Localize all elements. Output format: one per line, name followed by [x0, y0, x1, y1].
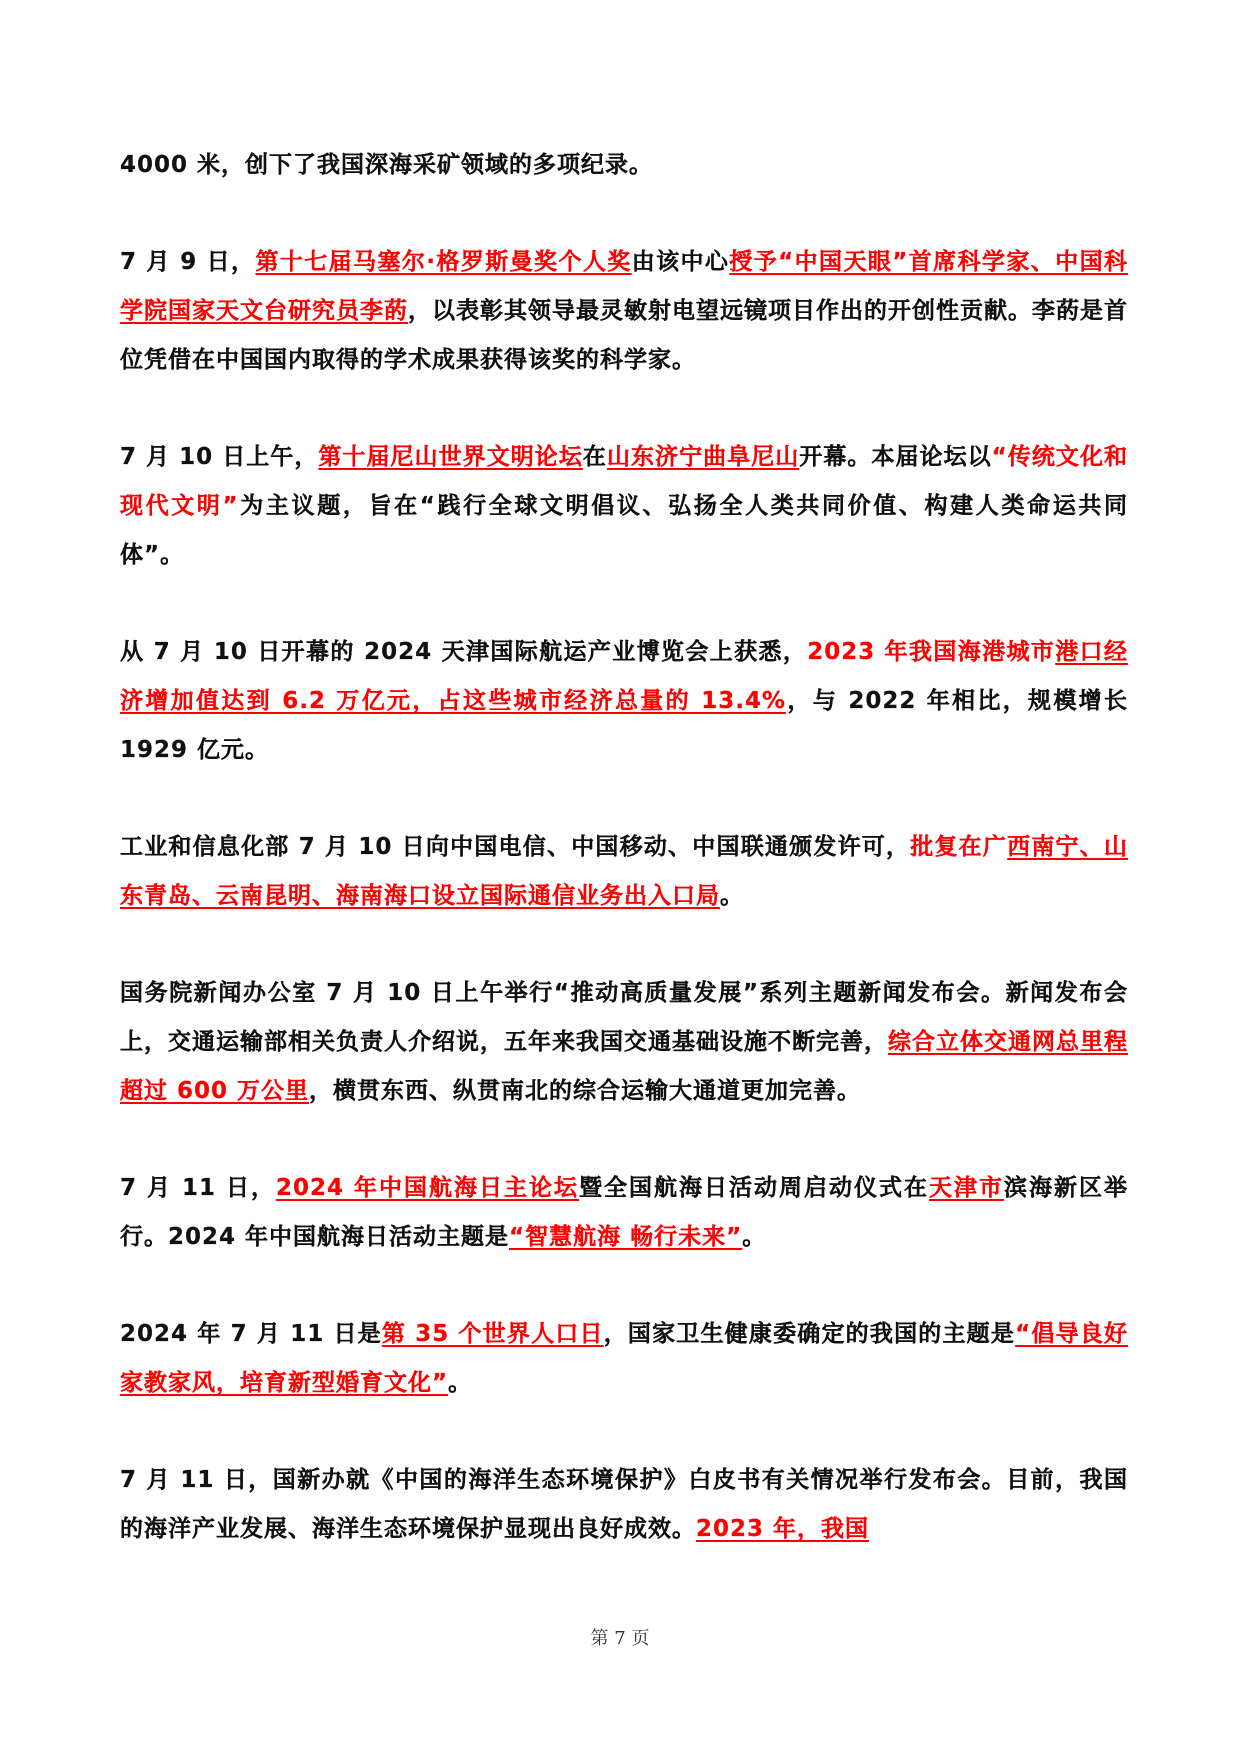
highlighted-underlined-text: 天津市 — [929, 1175, 1005, 1201]
body-text: 2024 年 7 月 11 日是 — [120, 1321, 382, 1347]
body-text: 工业和信息化部 7 月 10 日向中国电信、中国移动、中国联通颁发许可， — [120, 834, 911, 860]
highlighted-underlined-text: 西南宁、山东青岛、云南昆明、海南海口设立国际通信业务出入口局 — [120, 834, 1128, 909]
news-paragraph — [120, 1310, 1128, 1408]
news-paragraph — [120, 1164, 1128, 1262]
body-text: 7 月 11 日，国新办就《中国的海洋生态环境保护》白皮书有关情况举行发布会。目前，我国的海洋产业发展、海洋生态环境保护显现出良好成效。 — [120, 1467, 1128, 1542]
body-text: 。 — [448, 1370, 473, 1396]
highlighted-underlined-text: 综合立体交通网总里程超过 600 万公里 — [120, 1029, 1128, 1104]
body-text: 7 月 11 日， — [120, 1175, 277, 1201]
body-text: 7 月 9 日， — [120, 249, 256, 275]
news-paragraph — [120, 823, 1128, 921]
news-paragraph — [120, 141, 1128, 190]
body-text: 为主议题，旨在“践行全球文明倡议、弘扬全人类共同价值、构建人类命运共同体”。 — [120, 493, 1128, 568]
body-text: 。 — [720, 883, 744, 909]
body-text: 4000 米，创下了我国深海采矿领域的多项纪录。 — [120, 152, 654, 178]
body-text: 国务院新闻办公室 7 月 10 日上午举行“推动高质量发展”系列主题新闻发布会。新闻发布会上，交通运输部相关负责人介绍说，五年来我国交通基础设施不断完善， — [120, 980, 1128, 1055]
highlighted-underlined-text: 第十届尼山世界文明论坛 — [318, 444, 583, 470]
news-paragraph — [120, 238, 1128, 385]
body-text: 从 7 月 10 日开幕的 2024 天津国际航运产业博览会上获悉， — [120, 639, 808, 665]
body-text: 开幕。本届论坛以 — [799, 444, 992, 470]
highlighted-text: 批复在广 — [910, 834, 1008, 860]
body-text: ，横贯东西、纵贯南北的综合运输大通道更加完善。 — [309, 1078, 862, 1104]
highlighted-underlined-text: 港口经济增加值达到 6.2 万亿元，占这些城市经济总量的 13.4% — [120, 639, 1129, 714]
news-paragraph — [120, 969, 1128, 1116]
highlighted-text: 2023 年我国海港城市 — [807, 639, 1056, 665]
page-number: 第 7 页 — [590, 1628, 650, 1649]
document-body — [120, 141, 1128, 1602]
highlighted-underlined-text: “倡导良好家教家风，培育新型婚育文化” — [120, 1321, 1129, 1396]
body-text: 由该中心 — [631, 249, 730, 275]
highlighted-underlined-text: “智慧航海 畅行未来” — [509, 1224, 743, 1250]
body-text: 。 — [742, 1224, 767, 1250]
body-text: 7 月 10 日上午， — [120, 444, 319, 470]
body-text: ，以表彰其领导最灵敏射电望远镜项目作出的开创性贡献。李菂是首位凭借在中国国内取得的学术成果获得该奖的科学家。 — [120, 298, 1128, 373]
news-paragraph — [120, 1456, 1128, 1554]
highlighted-underlined-text: 第 35 个世界人口日 — [381, 1321, 604, 1347]
highlighted-underlined-text: 授予“中国天眼”首席科学家、中国科学院国家天文台研究员李菂 — [120, 249, 1129, 324]
highlighted-underlined-text: 2024 年中国航海日主论坛 — [276, 1175, 580, 1201]
news-paragraph — [120, 433, 1128, 580]
body-text: ，与 2022 年相比，规模增长 1929 亿元。 — [120, 688, 1129, 763]
highlighted-underlined-text: 第十七届马塞尔·格罗斯曼奖个人奖 — [255, 249, 632, 275]
highlighted-underlined-text: 山东济宁曲阜尼山 — [606, 444, 800, 470]
body-text: 在 — [582, 444, 607, 470]
body-text: 滨海新区举行。2024 年中国航海日活动主题是 — [120, 1175, 1129, 1250]
highlighted-underlined-text: 2023 年，我国 — [696, 1516, 870, 1542]
news-paragraph — [120, 628, 1128, 775]
body-text: 暨全国航海日活动周启动仪式在 — [579, 1175, 930, 1201]
body-text: ，国家卫生健康委确定的我国的主题是 — [603, 1321, 1016, 1347]
highlighted-text: “传统文化和现代文明” — [120, 444, 1128, 519]
